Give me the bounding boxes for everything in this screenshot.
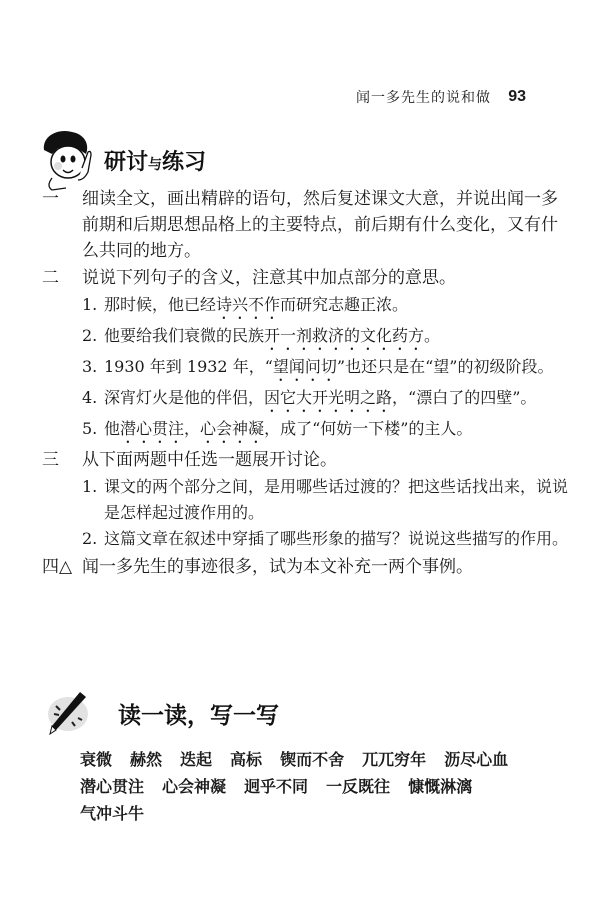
exercise-list [42,186,572,581]
question-4: 四△ 闻一多先生的事迹很多，试为本文补充一两个事例。 [42,557,473,577]
question-3: 三 从下面两题中任选一题展开讨论。 [42,450,337,470]
vocab-word: 慷慨淋漓 [408,777,473,796]
vocab-word: 沥尽心血 [444,750,509,769]
vocab-word: 气冲斗牛 [80,804,145,823]
reading-heading [42,688,279,738]
vocab-word: 兀兀穷年 [362,750,427,769]
vocab-word: 衰微 [80,750,113,769]
discussion-item: 1. 课文的两个部分之间，是用哪些话过渡的？把这些话找出来，说说是怎样起过渡作用的。 [82,477,569,522]
boy-pointing-icon [36,128,98,192]
question-2: 二 说说下列句子的含义，注意其中加点部分的意思。 [42,268,456,288]
sentence-item: 2. 他要给我们衰微的民族开一剂救济的文化药方。 [82,326,441,345]
sentence-item: 4. 深宵灯火是他的伴侣，因它大开光明之路，“漂白了的四壁”。 [82,388,537,407]
page-number: 93 [508,88,526,105]
emphasized-phrase: 心会神凝 [200,419,265,438]
question-1: 一 细读全文，画出精辟的语句，然后复述课文大意，并说出闻一多前期和后期思想品格上的主要特点，前后期有什么变化，又有什么共同的地方。 [42,189,558,261]
discussion-item: 2. 这篇文章在叙述中穿插了哪些形象的描写？说说这些描写的作用。 [82,529,569,548]
sentence-item: 3. 1930 年到 1932 年，“望闻问切”也还只是在“望”的初级阶段。 [82,357,554,376]
pencil-icon [42,688,92,738]
vocab-word: 锲而不舍 [280,750,345,769]
emphasized-phrase: 望闻问切 [272,357,337,376]
emphasized-phrase: 潜心贯注 [120,419,185,438]
emphasized-phrase: 诗兴不作 [216,295,281,314]
reading-title: 读一读，写一写 [118,702,279,729]
vocab-word: 潜心贯注 [80,777,145,796]
sentence-item: 5. 他潜心贯注，心会神凝，成了“何妨一下楼”的主人。 [82,419,473,438]
exercises-title: 研讨与练习 [104,149,207,175]
vocab-word: 迭起 [180,750,213,769]
vocab-word: 迥乎不同 [244,777,309,796]
running-title: 闻一多先生的说和做 [356,90,491,106]
running-header [356,86,526,108]
sentence-item: 1. 那时候，他已经诗兴不作而研究志趣正浓。 [82,295,409,314]
exercises-heading [36,128,206,192]
emphasized-phrase: 开一剂救济的文化药方 [264,326,425,345]
vocab-word: 一反既往 [326,777,391,796]
vocab-word: 赫然 [130,750,163,769]
vocab-word: 心会神凝 [162,777,227,796]
vocab-word: 高标 [230,750,263,769]
vocabulary-list [80,746,560,827]
emphasized-phrase: 因它大开光明之路 [264,388,393,407]
